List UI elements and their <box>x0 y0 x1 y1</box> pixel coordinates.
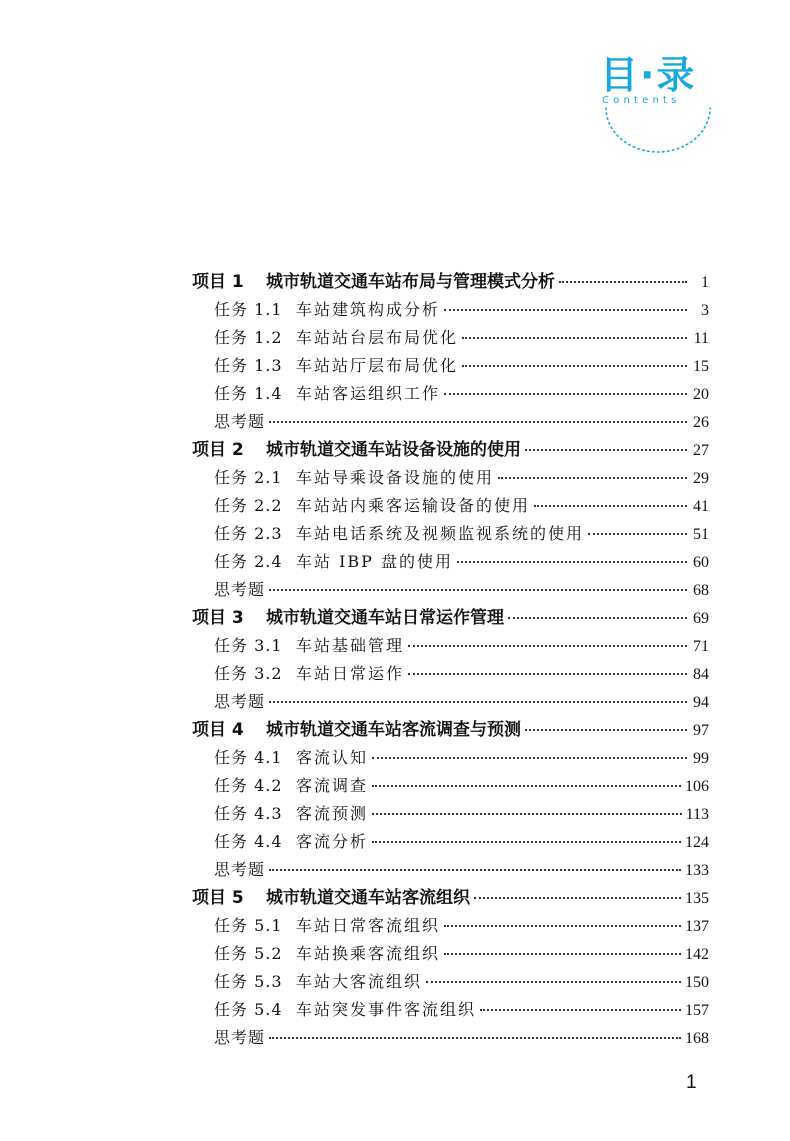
dot-leader <box>498 477 687 479</box>
toc-entry-title: 车站大客流组织 <box>296 972 423 991</box>
toc-task-entry[interactable] <box>192 828 709 856</box>
toc-entry-page: 41 <box>693 498 709 515</box>
dot-leader <box>462 365 687 367</box>
toc-entry-page: 29 <box>693 470 709 487</box>
toc-entry-number: 任务 3.2 <box>214 664 283 683</box>
toc-entry-title: 客流调查 <box>296 776 369 795</box>
toc-project-entry[interactable] <box>192 716 709 744</box>
toc-entry-title: 客流预测 <box>296 804 369 823</box>
toc-task-entry[interactable] <box>192 380 709 408</box>
page-number: 1 <box>686 1072 697 1093</box>
toc-entry-title: 车站电话系统及视频监视系统的使用 <box>296 524 585 543</box>
dotted-arc-decoration <box>598 86 718 156</box>
dot-leader <box>426 981 681 983</box>
toc-entry-page: 124 <box>685 834 709 851</box>
toc-entry-page: 26 <box>693 414 709 431</box>
dot-leader <box>480 1009 681 1011</box>
toc-entry-page: 137 <box>685 918 709 935</box>
toc-entry-title: 城市轨道交通车站布局与管理模式分析 <box>266 272 555 292</box>
toc-entry-title: 城市轨道交通车站设备设施的使用 <box>266 440 521 460</box>
dot-leader <box>444 309 687 311</box>
contents-header <box>0 0 790 180</box>
dot-leader <box>444 953 681 955</box>
toc-entry-page: 113 <box>685 806 709 823</box>
toc-project-entry[interactable] <box>192 604 709 632</box>
toc-task-entry[interactable] <box>192 940 709 968</box>
toc-entry-number: 任务 2.3 <box>214 524 283 543</box>
toc-questions-entry[interactable] <box>192 688 709 716</box>
toc-entry-title: 客流分析 <box>296 832 369 851</box>
toc-entry-number: 任务 4.2 <box>214 776 283 795</box>
contents-subtitle: Contents <box>602 95 681 106</box>
toc-task-entry[interactable] <box>192 492 709 520</box>
toc-entry-number: 任务 5.2 <box>214 944 283 963</box>
toc-entry-title: 城市轨道交通车站客流调查与预测 <box>266 720 521 740</box>
toc-entry-page: 20 <box>693 386 709 403</box>
toc-task-entry[interactable] <box>192 296 709 324</box>
toc-entry-page: 168 <box>685 1030 709 1047</box>
dot-leader <box>525 729 687 731</box>
toc-task-entry[interactable] <box>192 800 709 828</box>
dot-leader <box>559 281 687 283</box>
toc-task-entry[interactable] <box>192 520 709 548</box>
dot-leader <box>269 421 687 423</box>
toc-task-entry[interactable] <box>192 632 709 660</box>
toc-entry-page: 68 <box>693 582 709 599</box>
toc-task-entry[interactable] <box>192 772 709 800</box>
toc-entry-number: 任务 5.1 <box>214 916 283 935</box>
toc-entry-page: 1 <box>701 274 709 291</box>
toc-entry-number: 任务 3.1 <box>214 636 283 655</box>
contents-title: 目·录 <box>600 53 697 97</box>
toc-entry-title: 车站站内乘客运输设备的使用 <box>296 496 531 515</box>
toc-entry-page: 97 <box>693 722 709 739</box>
toc-entry-title: 车站基础管理 <box>296 636 405 655</box>
toc-entry-page: 142 <box>685 946 709 963</box>
toc-task-entry[interactable] <box>192 464 709 492</box>
toc-entry-title: 车站客运组织工作 <box>296 384 441 403</box>
toc-entry-number: 任务 2.4 <box>214 552 283 571</box>
toc-entry-number: 任务 5.4 <box>214 1000 283 1019</box>
toc-questions-entry[interactable] <box>192 1024 709 1052</box>
toc-task-entry[interactable] <box>192 352 709 380</box>
toc-entry-title: 车站站台层布局优化 <box>296 328 459 347</box>
toc-entry-number: 任务 1.4 <box>214 384 283 403</box>
dot-leader <box>372 757 687 759</box>
dot-leader <box>457 561 687 563</box>
toc-entry-page: 51 <box>693 526 709 543</box>
toc-entry-title: 车站导乘设备设施的使用 <box>296 468 495 487</box>
toc-questions-entry[interactable] <box>192 856 709 884</box>
toc-entry-page: 15 <box>693 358 709 375</box>
toc-entry-number: 项目 2 <box>192 440 244 460</box>
dot-leader <box>269 869 681 871</box>
dot-leader <box>372 785 681 787</box>
dot-leader <box>444 393 687 395</box>
dot-leader <box>372 841 681 843</box>
toc-questions-entry[interactable] <box>192 408 709 436</box>
toc-entry-title: 车站日常运作 <box>296 664 405 683</box>
toc-entry-page: 11 <box>693 330 709 347</box>
toc-entry-title: 思考题 <box>214 580 266 599</box>
toc-entry-title: 车站日常客流组织 <box>296 916 441 935</box>
toc-entry-page: 106 <box>685 778 709 795</box>
toc-entry-number: 任务 2.1 <box>214 468 283 487</box>
toc-entry-title: 车站 IBP 盘的使用 <box>296 552 454 571</box>
toc-entry-number: 任务 5.3 <box>214 972 283 991</box>
toc-task-entry[interactable] <box>192 324 709 352</box>
toc-entry-title: 思考题 <box>214 692 266 711</box>
toc-entry-title: 车站换乘客流组织 <box>296 944 441 963</box>
toc-entry-title: 思考题 <box>214 860 266 879</box>
table-of-contents <box>192 268 709 1052</box>
toc-entry-title: 城市轨道交通车站日常运作管理 <box>266 608 504 628</box>
toc-entry-number: 任务 1.1 <box>214 300 283 319</box>
toc-entry-number: 任务 4.4 <box>214 832 283 851</box>
toc-entry-number: 任务 4.1 <box>214 748 283 767</box>
dot-leader <box>269 1037 681 1039</box>
toc-entry-page: 71 <box>693 638 709 655</box>
toc-entry-title: 客流认知 <box>296 748 369 767</box>
toc-task-entry[interactable] <box>192 912 709 940</box>
toc-entry-page: 157 <box>685 1002 709 1019</box>
toc-entry-title: 思考题 <box>214 412 266 431</box>
toc-task-entry[interactable] <box>192 548 709 576</box>
dot-leader <box>462 337 687 339</box>
toc-entry-number: 项目 5 <box>192 888 244 908</box>
toc-task-entry[interactable] <box>192 996 709 1024</box>
toc-entry-title: 城市轨道交通车站客流组织 <box>266 888 470 908</box>
dot-leader <box>408 673 687 675</box>
toc-entry-page: 69 <box>693 610 709 627</box>
toc-entry-number: 项目 3 <box>192 608 244 628</box>
dot-leader <box>474 897 681 899</box>
toc-task-entry[interactable] <box>192 660 709 688</box>
toc-task-entry[interactable] <box>192 744 709 772</box>
toc-entry-number: 任务 4.3 <box>214 804 283 823</box>
dot-leader <box>534 505 687 507</box>
toc-entry-number: 任务 2.2 <box>214 496 283 515</box>
toc-entry-page: 135 <box>685 890 709 907</box>
toc-entry-page: 3 <box>701 302 709 319</box>
dot-leader <box>269 589 687 591</box>
toc-entry-page: 133 <box>685 862 709 879</box>
toc-entry-page: 84 <box>693 666 709 683</box>
toc-project-entry[interactable] <box>192 436 709 464</box>
dot-leader <box>588 533 687 535</box>
toc-task-entry[interactable] <box>192 968 709 996</box>
toc-entry-number: 项目 1 <box>192 272 244 292</box>
toc-entry-title: 车站建筑构成分析 <box>296 300 441 319</box>
toc-entry-title: 思考题 <box>214 1028 266 1047</box>
toc-project-entry[interactable] <box>192 884 709 912</box>
dot-leader <box>508 617 687 619</box>
toc-questions-entry[interactable] <box>192 576 709 604</box>
toc-entry-title: 车站突发事件客流组织 <box>296 1000 477 1019</box>
toc-entry-number: 项目 4 <box>192 720 244 740</box>
toc-entry-title: 车站站厅层布局优化 <box>296 356 459 375</box>
toc-entry-number: 任务 1.3 <box>214 356 283 375</box>
dot-leader <box>372 813 682 815</box>
dot-leader <box>525 449 687 451</box>
toc-entry-page: 99 <box>693 750 709 767</box>
toc-entry-number: 任务 1.2 <box>214 328 283 347</box>
dot-leader <box>444 925 681 927</box>
toc-project-entry[interactable] <box>192 268 709 296</box>
toc-entry-page: 60 <box>693 554 709 571</box>
toc-entry-page: 27 <box>693 442 709 459</box>
toc-entry-page: 94 <box>693 694 709 711</box>
dot-leader <box>408 645 687 647</box>
dot-leader <box>269 701 687 703</box>
toc-entry-page: 150 <box>685 974 709 991</box>
